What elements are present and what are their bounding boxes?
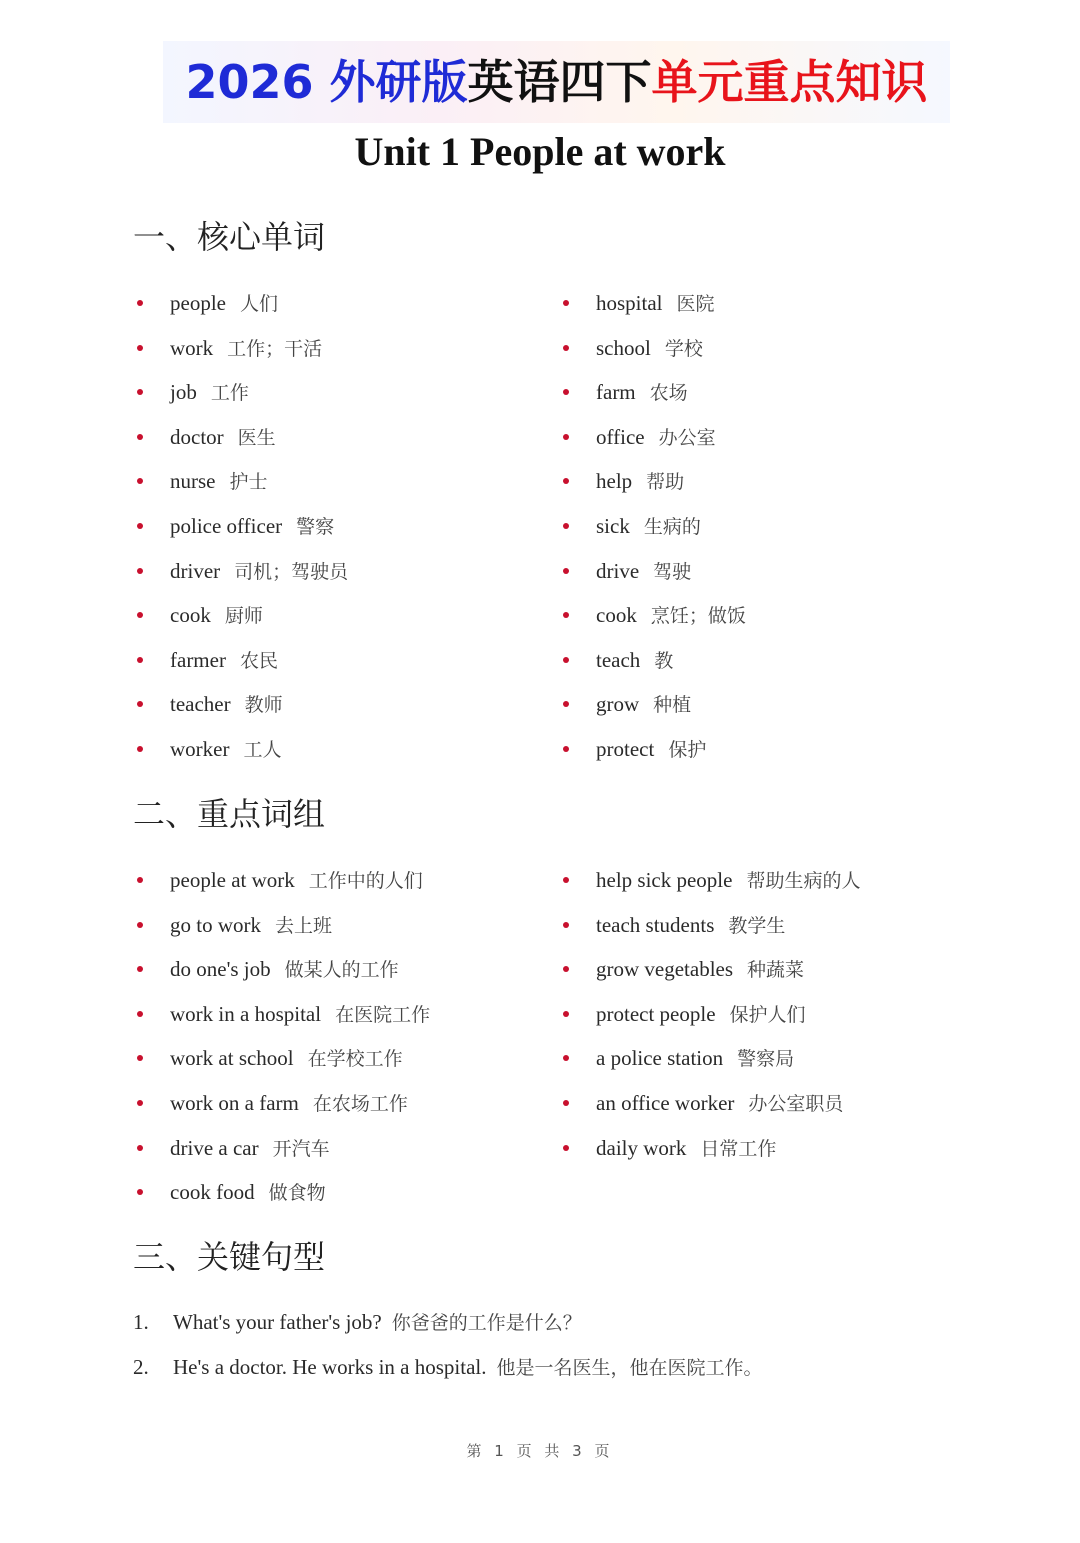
term-chinese: 帮助 (646, 471, 685, 494)
banner-title-part-topic: 单元重点知识 (651, 55, 928, 109)
term-chinese: 学校 (664, 337, 703, 360)
term-chinese: 医生 (237, 426, 276, 449)
term-chinese: 保护人们 (729, 1003, 806, 1026)
bullet-dot-icon (563, 657, 569, 663)
term-english: work (170, 335, 214, 360)
term-english: drive (596, 558, 640, 583)
bullet-dot-icon (137, 701, 143, 707)
sentence-english: What's your father's job? (173, 1310, 382, 1334)
page-number-footer: 第 1 页 共 3 页 (466, 1442, 614, 1460)
sentence-number: 1. (133, 1310, 149, 1334)
term-english: farmer (170, 647, 226, 672)
key-sentences-list (133, 1307, 763, 1397)
term-chinese: 做食物 (268, 1182, 326, 1205)
term-english: cook (170, 603, 211, 628)
term-chinese: 在农场工作 (312, 1092, 408, 1115)
list-item (559, 1043, 860, 1088)
term-chinese: 生病的 (643, 515, 701, 538)
bullet-dot-icon (137, 1055, 143, 1061)
bullet-dot-icon (563, 612, 569, 618)
list-item (559, 466, 746, 511)
key-phrases-right-list (559, 865, 860, 1177)
bullet-dot-icon (563, 1011, 569, 1017)
list-item (559, 556, 746, 601)
title-banner (163, 41, 950, 123)
bullet-dot-icon (137, 1100, 143, 1106)
term-english: an office worker (596, 1090, 735, 1115)
term-chinese: 驾驶 (653, 560, 692, 583)
core-words-left-list (133, 288, 348, 779)
term-chinese: 警察 (296, 515, 335, 538)
bullet-dot-icon (563, 1145, 569, 1151)
term-english: teach students (596, 912, 715, 937)
list-item (133, 999, 430, 1044)
term-chinese: 农民 (239, 649, 278, 672)
sentence-chinese: 他是一名医生，他在医院工作。 (496, 1357, 763, 1379)
term-chinese: 日常工作 (700, 1137, 777, 1160)
bullet-dot-icon (137, 300, 143, 306)
list-item (133, 910, 430, 955)
term-english: people (170, 291, 226, 315)
term-english: go to work (170, 912, 261, 937)
bullet-dot-icon (137, 612, 143, 618)
bullet-dot-icon (563, 1055, 569, 1061)
banner-title-part-edition: 2026 外研版 (185, 55, 468, 109)
list-item (559, 954, 860, 999)
term-chinese: 做某人的工作 (284, 959, 399, 982)
term-english: police officer (170, 513, 283, 538)
term-english: drive a car (170, 1135, 259, 1160)
term-english: sick (596, 513, 630, 538)
sentence-chinese: 你爸爸的工作是什么？ (391, 1312, 582, 1334)
term-english: work at school (170, 1046, 294, 1071)
term-english: work in a hospital (170, 1001, 322, 1026)
bullet-dot-icon (137, 523, 143, 529)
list-item (133, 645, 348, 690)
term-english: doctor (170, 424, 224, 449)
term-english: protect people (596, 1001, 716, 1026)
list-item (133, 865, 430, 910)
bullet-dot-icon (137, 478, 143, 484)
term-chinese: 人们 (239, 293, 278, 315)
term-english: driver (170, 558, 221, 583)
unit-title: Unit 1 People at work (354, 129, 726, 174)
bullet-dot-icon (137, 568, 143, 574)
key-phrases-left-list (133, 865, 430, 1222)
bullet-dot-icon (137, 345, 143, 351)
term-chinese: 烹饪；做饭 (650, 605, 746, 628)
term-english: nurse (170, 469, 216, 494)
term-english: daily work (596, 1135, 687, 1160)
list-item (559, 511, 746, 556)
list-item (559, 288, 746, 333)
bullet-dot-icon (563, 746, 569, 752)
bullet-dot-icon (563, 966, 569, 972)
bullet-dot-icon (563, 877, 569, 883)
bullet-dot-icon (563, 568, 569, 574)
list-item (559, 1088, 860, 1133)
sentence-item (133, 1307, 763, 1352)
bullet-dot-icon (137, 1011, 143, 1017)
sentence-item (133, 1352, 763, 1397)
bullet-dot-icon (563, 389, 569, 395)
list-item (133, 734, 348, 779)
term-chinese: 教 (654, 649, 674, 672)
bullet-dot-icon (137, 434, 143, 440)
term-chinese: 去上班 (275, 914, 333, 937)
list-item (559, 734, 746, 779)
term-english: work on a farm (170, 1090, 299, 1115)
term-chinese: 开汽车 (272, 1137, 330, 1160)
list-item (133, 288, 348, 333)
list-item (559, 600, 746, 645)
core-words-right-list (559, 288, 746, 779)
list-item (133, 377, 348, 422)
list-item (559, 999, 860, 1044)
bullet-dot-icon (137, 389, 143, 395)
term-chinese: 工作中的人们 (308, 870, 423, 892)
bullet-dot-icon (563, 345, 569, 351)
sentence-number: 2. (133, 1355, 149, 1379)
list-item (559, 377, 746, 422)
list-item (559, 422, 746, 467)
term-chinese: 在学校工作 (307, 1048, 403, 1071)
term-english: office (596, 424, 645, 449)
term-english: a police station (596, 1046, 724, 1071)
term-chinese: 教学生 (728, 914, 786, 937)
term-chinese: 工人 (243, 738, 282, 761)
term-english: help sick people (596, 868, 733, 892)
list-item (133, 1133, 430, 1178)
term-english: grow (596, 692, 640, 717)
key-phrases-heading: 二、重点词组 (133, 795, 326, 833)
list-item (133, 422, 348, 467)
term-chinese: 办公室 (658, 426, 716, 449)
list-item (133, 511, 348, 556)
term-chinese: 帮助生病的人 (746, 870, 861, 892)
list-item (559, 689, 746, 734)
bullet-dot-icon (137, 922, 143, 928)
bullet-dot-icon (137, 1189, 143, 1195)
term-chinese: 护士 (229, 471, 268, 494)
bullet-dot-icon (137, 746, 143, 752)
list-item (133, 556, 348, 601)
list-item (133, 1043, 430, 1088)
term-english: do one's job (170, 957, 271, 982)
term-english: protect (596, 736, 655, 761)
term-english: school (596, 335, 651, 360)
list-item (133, 1177, 430, 1222)
term-english: cook (596, 603, 637, 628)
term-chinese: 农场 (649, 382, 688, 405)
list-item (559, 333, 746, 378)
list-item (559, 645, 746, 690)
list-item (133, 466, 348, 511)
term-english: job (170, 380, 197, 405)
term-english: grow vegetables (596, 957, 734, 982)
term-chinese: 教师 (244, 694, 283, 717)
list-item (133, 600, 348, 645)
term-english: cook food (170, 1180, 255, 1205)
bullet-dot-icon (137, 966, 143, 972)
core-words-heading: 一、核心单词 (133, 218, 326, 256)
bullet-dot-icon (563, 478, 569, 484)
term-english: farm (596, 380, 636, 405)
bullet-dot-icon (563, 434, 569, 440)
term-chinese: 司机；驾驶员 (234, 560, 349, 583)
term-english: teach (596, 647, 641, 672)
term-chinese: 工作 (210, 382, 249, 405)
bullet-dot-icon (563, 701, 569, 707)
term-chinese: 医院 (676, 293, 715, 315)
term-chinese: 种植 (653, 694, 692, 717)
list-item (559, 865, 860, 910)
list-item (133, 333, 348, 378)
banner-title (185, 55, 928, 109)
bullet-dot-icon (137, 877, 143, 883)
term-english: hospital (596, 291, 663, 315)
term-chinese: 在医院工作 (335, 1003, 431, 1026)
sentence-english: He's a doctor. He works in a hospital. (173, 1355, 487, 1379)
key-sentences-heading: 三、关键句型 (133, 1238, 326, 1276)
term-chinese: 种蔬菜 (747, 959, 805, 982)
banner-title-part-subject: 英语四下 (467, 55, 652, 109)
term-chinese: 保护 (668, 738, 707, 761)
bullet-dot-icon (137, 1145, 143, 1151)
term-chinese: 工作；干活 (227, 337, 323, 360)
term-english: people at work (170, 868, 295, 892)
term-english: worker (170, 736, 230, 761)
bullet-dot-icon (563, 922, 569, 928)
list-item (133, 689, 348, 734)
term-chinese: 警察局 (737, 1048, 795, 1071)
list-item (559, 910, 860, 955)
term-chinese: 厨师 (224, 605, 263, 628)
list-item (133, 954, 430, 999)
bullet-dot-icon (563, 523, 569, 529)
list-item (559, 1133, 860, 1178)
bullet-dot-icon (563, 1100, 569, 1106)
term-english: help (596, 469, 633, 494)
bullet-dot-icon (137, 657, 143, 663)
term-chinese: 办公室职员 (748, 1092, 844, 1115)
term-english: teacher (170, 692, 231, 717)
bullet-dot-icon (563, 300, 569, 306)
list-item (133, 1088, 430, 1133)
